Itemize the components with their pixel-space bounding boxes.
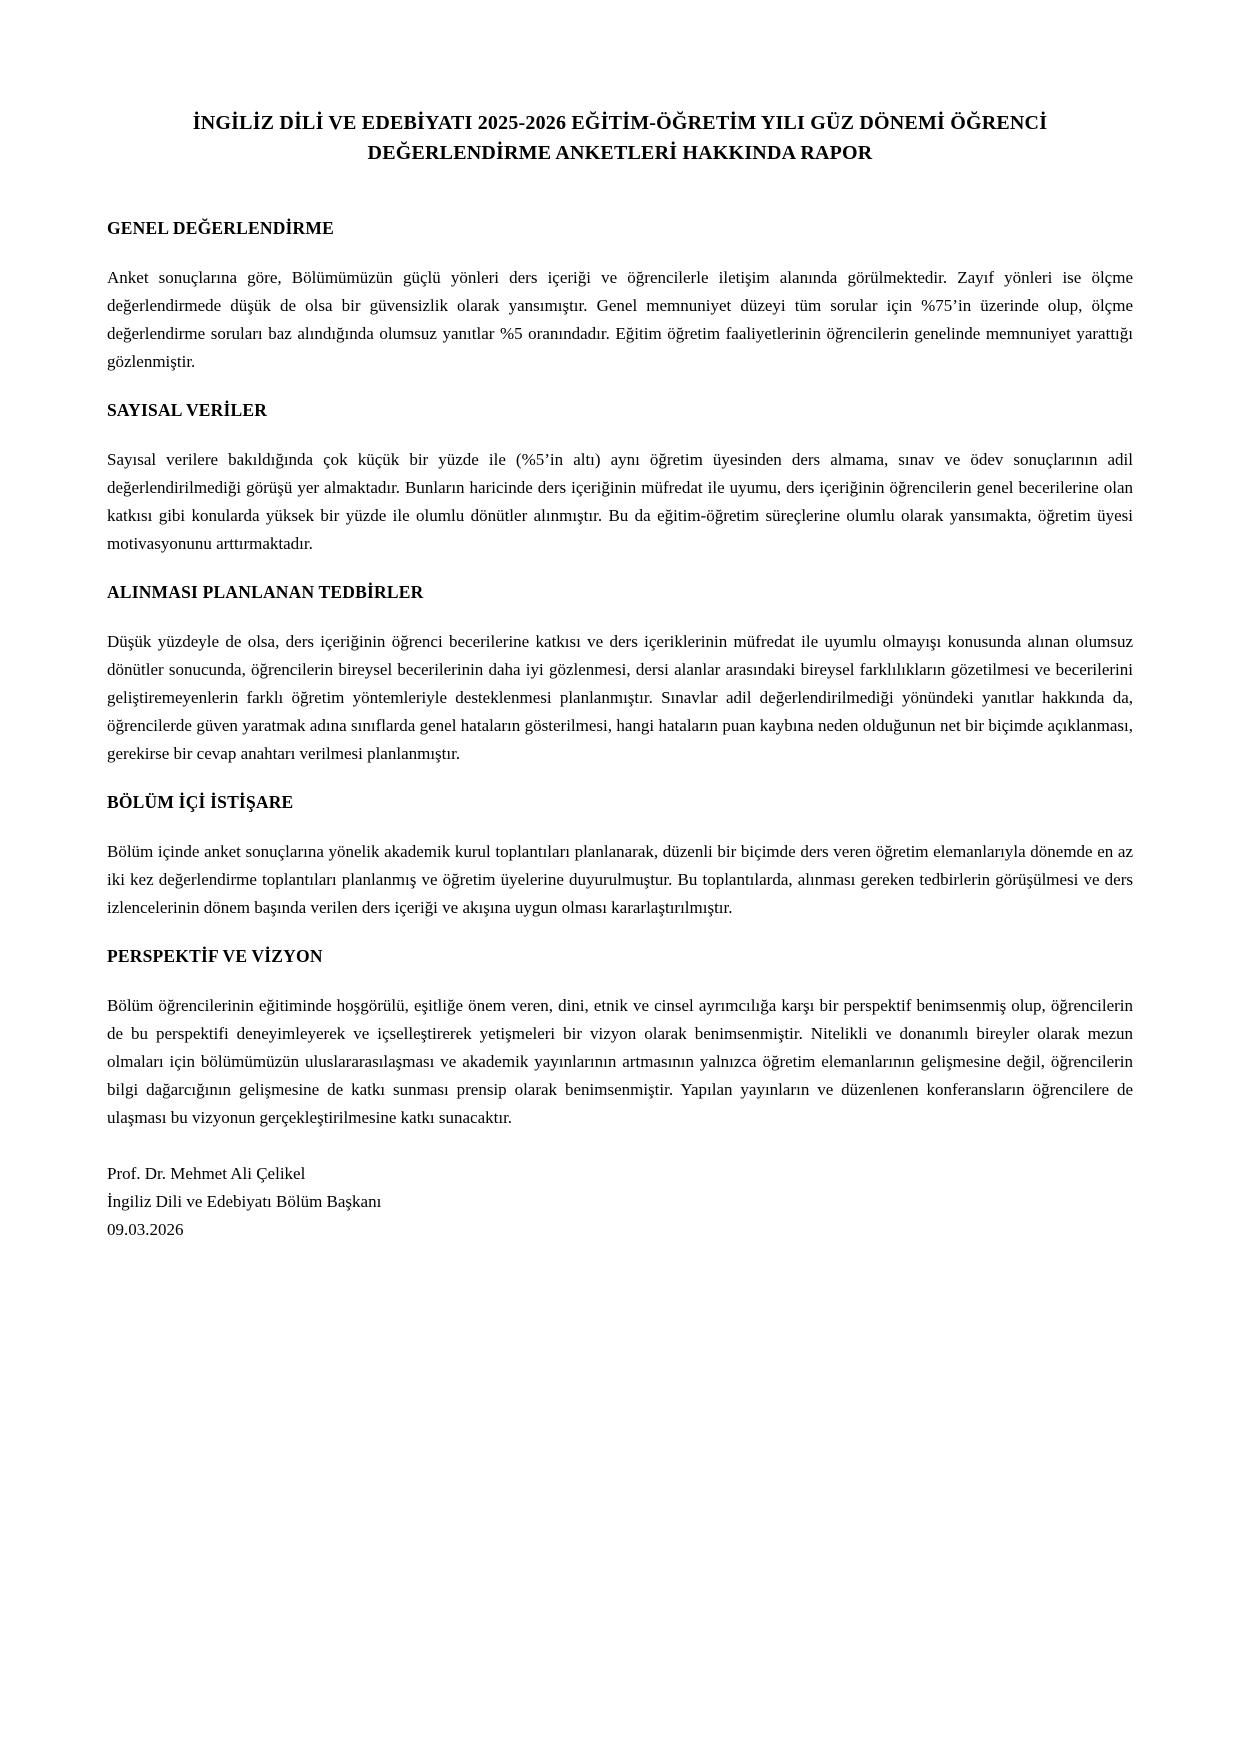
section-heading-alinmasi-planlanan-tedbirler: ALINMASI PLANLANAN TEDBİRLER <box>107 582 424 602</box>
section-sayisal-veriler <box>107 396 1133 558</box>
section-body-sayisal-veriler: Sayısal verilere bakıldığında çok küçük bir yüzde ile (%5’in altı) aynı öğretim üyesinden ders almama, sınav ve ödev sonuçlarının adil değerlendirilmediği görüşü yer almaktadır. Bunların haricinde ders içeriğinin müfredat ile uyumu, ders içeriğinin öğrencilerin genel becerilerine olan katkısı gibi konularda yüksek bir yüzde ile olumlu dönütler alınmıştır. Bu da eğitim-öğretim süreçlerine olumlu olarak yansımakta, öğretim üyesi motivasyonunu arttırmaktadır. <box>107 450 1133 553</box>
section-body-perspektif-ve-vizyon: Bölüm öğrencilerinin eğitiminde hoşgörülü, eşitliğe önem veren, dini, etnik ve cinsel ayrımcılığa karşı bir perspektif benimsenmiş olup, öğrencilerin de bu perspektifi deneyimleyerek ve içselleştirerek yetişmeleri bir vizyon olarak benimsenmiştir. Nitelikli ve donanımlı bireyler olarak mezun olmaları için bölümümüzün uluslararasılaşması ve akademik yayınlarının artmasının yalnızca öğretim elemanlarının gelişmesine değil, öğrencilerin bilgi dağarcığının gelişmesine de katkı sunması prensip olarak benimsenmiştir. Yapılan yayınların ve düzenlenen konferansların öğrencilere de ulaşması bu vizyonun gerçekleştirilmesine katkı sunacaktır. <box>107 996 1133 1127</box>
signature-role: İngiliz Dili ve Edebiyatı Bölüm Başkanı <box>107 1192 382 1211</box>
document-title: İNGİLİZ DİLİ VE EDEBİYATI 2025-2026 EĞİTİM-ÖĞRETİM YILI GÜZ DÖNEMİ ÖĞRENCİ DEĞERLENDİRME ANKETLERİ HAKKINDA RAPOR <box>192 112 1048 164</box>
section-alinmasi-planlanan-tedbirler <box>107 578 1133 768</box>
section-genel-degerlendirme <box>107 214 1133 376</box>
signature-date: 09.03.2026 <box>107 1220 184 1239</box>
section-heading-sayisal-veriler: SAYISAL VERİLER <box>107 400 268 420</box>
section-heading-perspektif-ve-vizyon: PERSPEKTİF VE VİZYON <box>107 946 323 966</box>
section-body-alinmasi-planlanan-tedbirler: Düşük yüzdeyle de olsa, ders içeriğinin öğrenci becerilerine katkısı ve ders içeriklerinin müfredat ile uyumlu olmayışı konusunda alınan olumsuz dönütler sonucunda, öğrencilerin bireysel becerilerinin daha iyi gözlenmesi, dersi alanlar arasındaki bireysel farklılıkların gözetilmesi ve becerilerini geliştiremeyenlerin farklı öğretim yöntemleriyle desteklenmesi planlanmıştır. Sınavlar adil değerlendirilmediği yönündeki yanıtlar hakkında da, öğrencilerde güven yaratmak adına sınıflarda genel hataların gösterilmesi, hangi hataların puan kaybına neden olduğunun net bir biçimde açıklanması, gerekirse bir cevap anahtarı verilmesi planlanmıştır. <box>107 632 1133 763</box>
section-body-bolum-ici-istisare: Bölüm içinde anket sonuçlarına yönelik akademik kurul toplantıları planlanarak, düzenli bir biçimde ders veren öğretim elemanlarıyla dönemde en az iki kez değerlendirme toplantıları planlanmış ve öğretim üyelerine duyurulmuştur. Bu toplantılarda, alınması gereken tedbirlerin görüşülmesi ve ders izlencelerinin dönem başında verilen ders içeriği ve akışına uygun olması kararlaştırılmıştır. <box>107 842 1133 917</box>
signature-name: Prof. Dr. Mehmet Ali Çelikel <box>107 1164 306 1183</box>
section-heading-genel-degerlendirme: GENEL DEĞERLENDİRME <box>107 218 334 238</box>
section-body-genel-degerlendirme: Anket sonuçlarına göre, Bölümümüzün güçlü yönleri ders içeriği ve öğrencilerle iletişim alanında görülmektedir. Zayıf yönleri ise ölçme değerlendirmede düşük de olsa bir güvensizlik olarak yansımıştır. Genel memnuniyet düzeyi tüm sorular için %75’in üzerinde olup, ölçme değerlendirme soruları baz alındığında olumsuz yanıtlar %5 oranındadır. Eğitim öğretim faaliyetlerinin öğrencilerin genelinde memnuniyet yarattığı gözlenmiştir. <box>107 268 1133 371</box>
section-perspektif-ve-vizyon <box>107 942 1133 1132</box>
section-bolum-ici-istisare <box>107 788 1133 922</box>
signature-block <box>107 1160 1133 1244</box>
section-heading-bolum-ici-istisare: BÖLÜM İÇİ İSTİŞARE <box>107 792 294 812</box>
